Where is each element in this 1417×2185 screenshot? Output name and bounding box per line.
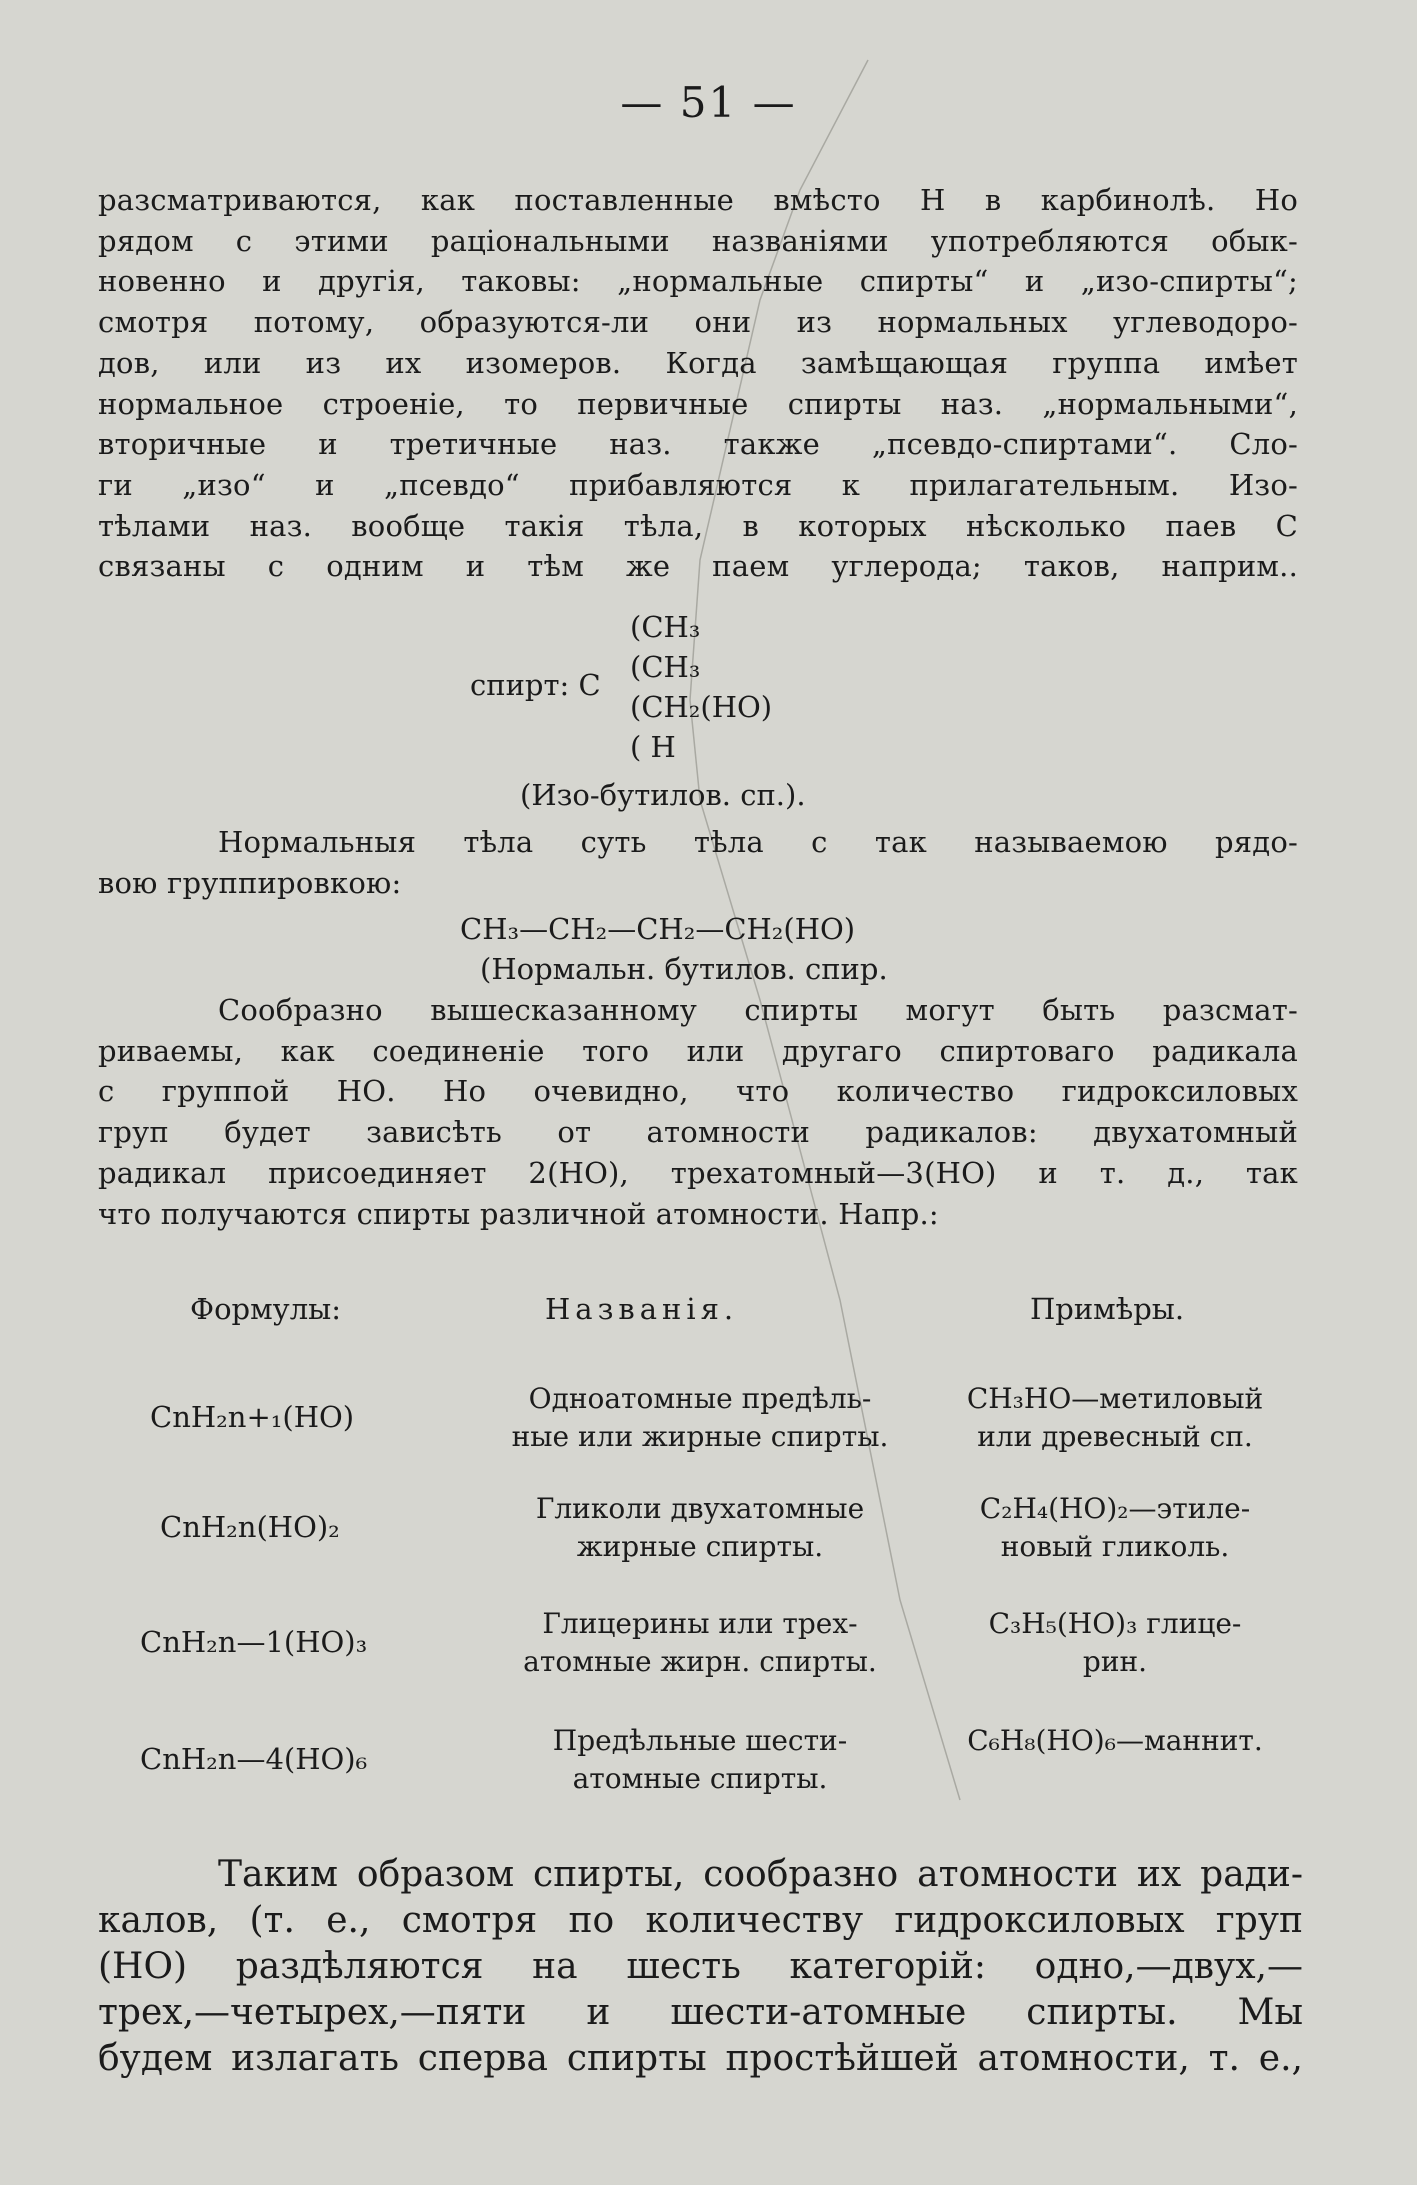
table-header-formulas: Формулы: bbox=[190, 1292, 341, 1326]
text-line: нормальное строеніе, то первичные спирты наз. „нормальными“, bbox=[98, 386, 1298, 421]
iso-formula-label: спирт: С bbox=[470, 668, 601, 702]
row-example bbox=[930, 1605, 1300, 1681]
row-example-line: CH₃HO—метиловый bbox=[966, 1382, 1264, 1415]
row-example-line: новый гликоль. bbox=[1000, 1530, 1230, 1563]
row-example-line: C₃H₅(HO)₃ глице- bbox=[988, 1607, 1242, 1640]
text-line: смотря потому, образуются-ли они из нормальных углеводоро- bbox=[98, 305, 1298, 340]
text-line: ги „изо“ и „псевдо“ прибавляются к прилагательным. Изо- bbox=[98, 467, 1298, 502]
paragraph-3 bbox=[98, 990, 1298, 1234]
row-formula: CnH₂n(HO)₂ bbox=[160, 1510, 340, 1544]
text-line: трех,—четырех,—пяти и шести-атомные спирты. Мы bbox=[98, 1992, 1303, 2033]
row-name bbox=[470, 1722, 930, 1798]
table-header-examples: Примѣры. bbox=[1030, 1292, 1185, 1326]
text-line: риваемы, как соединеніе того или другаго спиртоваго радикала bbox=[98, 1033, 1298, 1068]
text-line: дов, или из их изомеров. Когда замѣщающая группа имѣет bbox=[98, 345, 1298, 380]
text-line: тѣлами наз. вообще такія тѣла, в которых нѣсколько паев С bbox=[98, 508, 1298, 543]
paragraph-4 bbox=[98, 1852, 1303, 2082]
row-name bbox=[470, 1490, 930, 1566]
row-name-line: атомные спирты. bbox=[572, 1762, 828, 1795]
row-example-line: C₆H₈(HO)₆—маннит. bbox=[967, 1724, 1263, 1757]
row-formula: CnH₂n—1(HO)₃ bbox=[140, 1625, 368, 1659]
text-line: с группой НО. Но очевидно, что количество гидроксиловых bbox=[98, 1074, 1298, 1109]
row-name bbox=[470, 1380, 930, 1456]
row-example-line: или древесный сп. bbox=[977, 1420, 1253, 1453]
text-line: рядом с этими раціональными названіями употребляются обык- bbox=[98, 223, 1298, 258]
iso-formula-group: (CH₂(HO) bbox=[630, 690, 773, 724]
text-line: новенно и другія, таковы: „нормальные спирты“ и „изо-спирты“; bbox=[98, 264, 1298, 299]
row-example bbox=[930, 1380, 1300, 1456]
row-name-line: Одноатомные предѣль- bbox=[528, 1382, 872, 1415]
paragraph-2 bbox=[98, 822, 1298, 903]
text-line: груп будет зависѣть от атомности радикалов: двухатомный bbox=[98, 1115, 1298, 1150]
table-header-names: Названія. bbox=[545, 1292, 739, 1326]
row-formula: CnH₂n+₁(HO) bbox=[150, 1400, 355, 1434]
iso-formula-group: ( H bbox=[630, 730, 676, 764]
row-example bbox=[930, 1722, 1300, 1760]
row-name-line: ные или жирные спирты. bbox=[511, 1420, 889, 1453]
row-example bbox=[930, 1490, 1300, 1566]
iso-formula-caption: (Изо-бутилов. сп.). bbox=[520, 778, 806, 812]
text-line: вторичные и третичные наз. также „псевдо-спиртами“. Сло- bbox=[98, 427, 1298, 462]
row-example-line: C₂H₄(HO)₂—этиле- bbox=[979, 1492, 1251, 1525]
iso-formula-group: (CH₃ bbox=[630, 650, 701, 684]
text-line: Сообразно вышесказанному спирты могут быть разсмат- bbox=[218, 993, 1298, 1027]
paragraph-1 bbox=[98, 180, 1298, 587]
row-name-line: Гликоли двухатомные bbox=[535, 1492, 865, 1525]
page-number: — 51 — bbox=[620, 78, 797, 127]
row-name-line: Глицерины или трех- bbox=[542, 1607, 858, 1640]
text-line: (НО) раздѣляются на шесть категорій: одно,—двух,— bbox=[98, 1946, 1303, 1987]
text-line: Таким образом спирты, сообразно атомности их ради- bbox=[218, 1854, 1303, 1895]
row-name-line: атомные жирн. спирты. bbox=[523, 1645, 877, 1678]
text-line: связаны с одним и тѣм же паем углерода; таков, наприм.. bbox=[98, 549, 1298, 584]
row-formula: CnH₂n—4(HO)₆ bbox=[140, 1742, 368, 1776]
row-name bbox=[470, 1605, 930, 1681]
iso-formula-group: (CH₃ bbox=[630, 610, 701, 644]
text-line: радикал присоединяет 2(НО), трехатомный—3(НО) и т. д., так bbox=[98, 1155, 1298, 1190]
text-line: будем излагать сперва спирты простѣйшей атомности, т. е., bbox=[98, 2038, 1303, 2079]
text-line: разсматриваются, как поставленные вмѣсто Н в карбинолѣ. Но bbox=[98, 183, 1298, 217]
row-name-line: жирные спирты. bbox=[576, 1530, 824, 1563]
text-line: калов, (т. е., смотря по количеству гидроксиловых груп bbox=[98, 1900, 1303, 1941]
text-line: вою группировкою: bbox=[98, 865, 402, 900]
text-line: что получаются спирты различной атомности. Напр.: bbox=[98, 1196, 939, 1231]
normal-formula-caption: (Нормальн. бутилов. спир. bbox=[480, 952, 888, 986]
row-name-line: Предѣльные шести- bbox=[552, 1724, 848, 1757]
normal-formula: CH₃—CH₂—CH₂—CH₂(HO) bbox=[460, 912, 856, 946]
row-example-line: рин. bbox=[1082, 1645, 1148, 1678]
text-line: Нормальныя тѣла суть тѣла с так называемою рядо- bbox=[218, 825, 1298, 859]
